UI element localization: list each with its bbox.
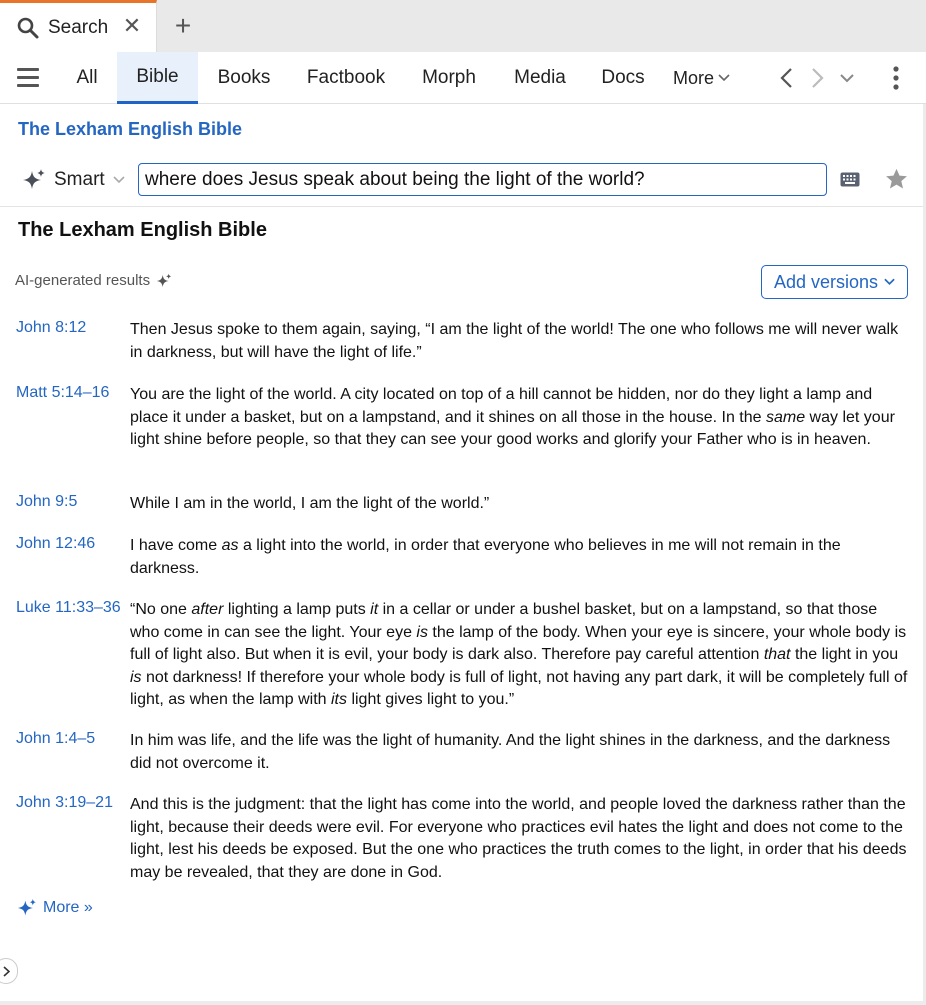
result-text: I have come as a light into the world, in order that everyone who believes in me will not remain in the darkness. (130, 537, 841, 577)
more-results-link[interactable] (17, 898, 93, 918)
close-icon[interactable]: ✕ (122, 13, 142, 38)
resource-title-link[interactable]: The Lexham English Bible (18, 119, 243, 139)
more-results-label: More » (43, 899, 93, 916)
chevron-right-icon[interactable] (806, 66, 828, 90)
bottom-border (0, 1001, 926, 1005)
chevron-down-icon (113, 176, 125, 184)
chevron-right-icon (3, 966, 10, 977)
tab-media[interactable]: Media (514, 67, 566, 88)
more-tabs-label: More (673, 67, 715, 88)
chevron-down-icon[interactable] (836, 66, 858, 90)
result-reference-link[interactable]: John 12:46 (16, 535, 96, 552)
smart-mode-label: Smart (54, 169, 105, 190)
chevron-down-icon (884, 278, 895, 286)
result-text: “No one after lighting a lamp puts it in a cellar or under a bushel basket, but on a lampstand, so that those who come in can see the light. Your eye is the lamp of the body. When your eye is sincere, your whole body is full of light also. But when it is evil, your body is dark also. Therefore pay careful attention that the light in you is not darkness! If therefore your whole body is full of light, not having any part dark, it will be completely full of light, as when the lamp with its light gives light to you.” (130, 601, 908, 708)
sparkle-icon (22, 168, 46, 192)
more-tabs-button[interactable] (673, 52, 730, 104)
tab-books[interactable]: Books (217, 67, 271, 88)
tab-docs[interactable]: Docs (601, 67, 645, 88)
tab-label: Search (48, 16, 109, 38)
result-text: You are the light of the world. A city located on top of a hill cannot be hidden, nor do they light a lamp and place it under a basket, but on a lampstand, and it shines on all those in the house. In the same way let your light shine before people, so that they can see your good works and glorify your Father who is in heaven. (130, 386, 895, 448)
tab-morph[interactable]: Morph (422, 67, 476, 88)
hamburger-icon[interactable] (17, 68, 39, 88)
tab-factbook[interactable]: Factbook (306, 67, 386, 88)
result-text: And this is the judgment: that the light has come into the world, and people loved the darkness rather than the light, because their deeds were evil. For everyone who practices evil hates the light and does not come to the light, lest his deeds be exposed. But the one who practices the truth comes to the light, in order that his deeds may be revealed, that they are done in God. (130, 796, 907, 881)
panel-expand-handle[interactable] (0, 958, 18, 984)
star-icon[interactable] (884, 167, 909, 192)
result-reference-link[interactable]: John 8:12 (16, 319, 87, 336)
sparkle-icon (17, 898, 37, 918)
result-reference-link[interactable]: John 3:19–21 (16, 794, 113, 811)
chevron-down-icon (718, 74, 730, 82)
result-reference-link[interactable]: Luke 11:33–36 (16, 599, 121, 616)
add-versions-button[interactable] (761, 265, 908, 299)
divider (0, 206, 926, 207)
sparkle-icon (156, 273, 172, 289)
result-reference-link[interactable]: John 9:5 (16, 493, 78, 510)
search-icon (16, 16, 40, 40)
result-reference-link[interactable]: John 1:4–5 (16, 730, 96, 747)
result-reference-link[interactable]: Matt 5:14–16 (16, 384, 110, 401)
tab-all[interactable]: All (76, 67, 98, 88)
toolbar (0, 52, 926, 104)
tab-strip (0, 0, 926, 52)
add-versions-label: Add versions (773, 271, 879, 292)
tab-bible[interactable]: Bible (117, 52, 198, 104)
smart-mode-dropdown[interactable] (22, 166, 125, 194)
result-text: Then Jesus spoke to them again, saying, “I am the light of the world! The one who follows me will never walk in darkness, but will have the light of life.” (130, 321, 899, 361)
tab-search[interactable] (0, 0, 157, 52)
ai-generated-text: AI-generated results (15, 272, 151, 289)
kebab-icon[interactable] (890, 66, 902, 90)
plus-icon[interactable]: + (174, 10, 192, 41)
ai-generated-label (15, 272, 172, 289)
keyboard-icon[interactable] (840, 172, 860, 187)
chevron-left-icon[interactable] (776, 66, 798, 90)
result-text: While I am in the world, I am the light of the world.” (130, 495, 490, 512)
results-heading: The Lexham English Bible (18, 219, 267, 241)
result-text: In him was life, and the life was the light of humanity. And the light shines in the darkness, and the darkness did not overcome it. (130, 732, 891, 772)
search-input[interactable] (138, 163, 827, 196)
